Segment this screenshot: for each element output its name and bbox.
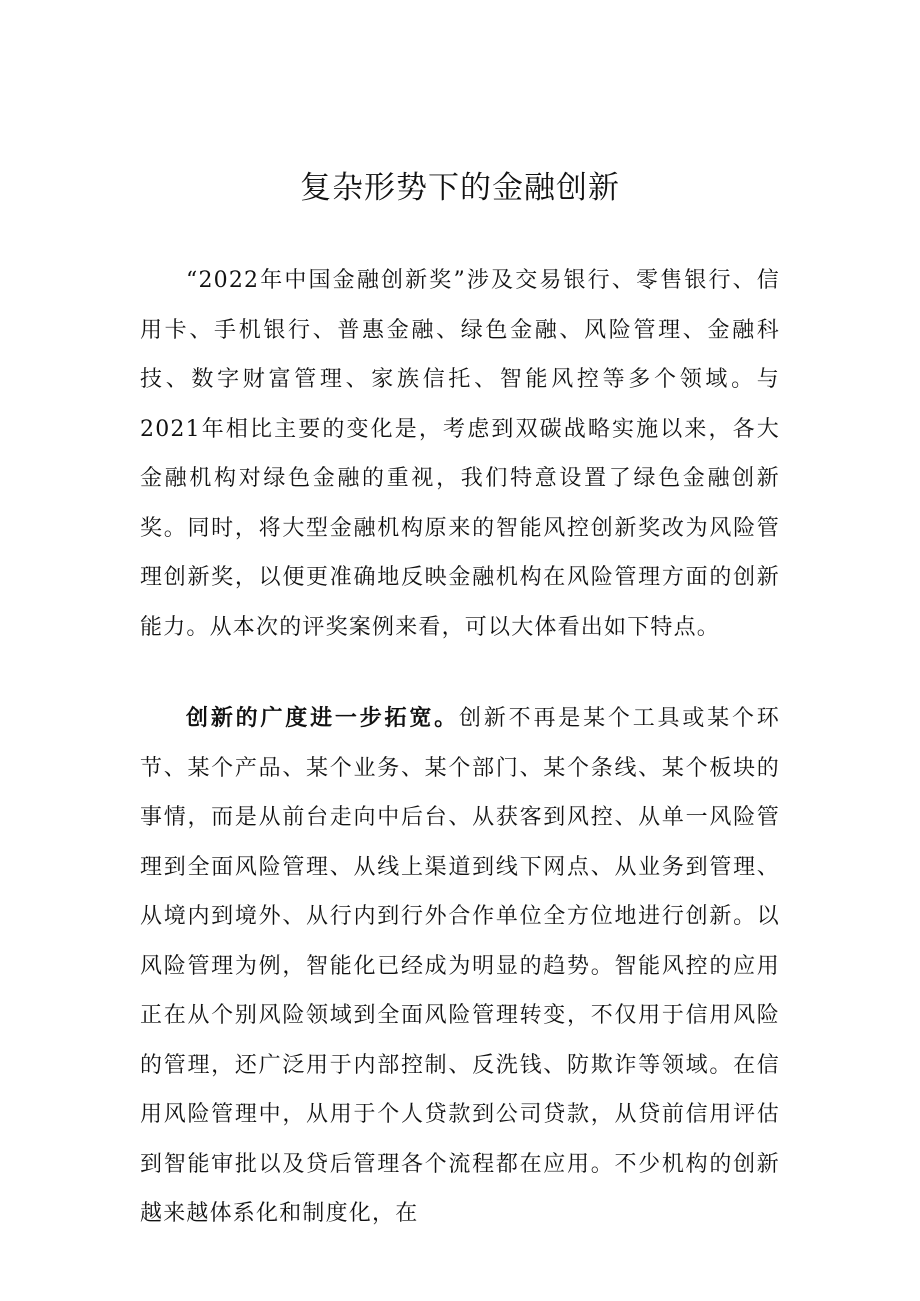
- paragraph-intro: [140, 256, 780, 652]
- document-title: 复杂形势下的金融创新: [300, 170, 620, 206]
- paragraph-lead-heading: 创新的广度进一步拓宽。: [186, 705, 459, 731]
- paragraph-intro-text: “2022年中国金融创新奖”涉及交易银行、零售银行、信用卡、手机银行、普惠金融、绿色金融、风险管理、金融科技、数字财富管理、家族信托、智能风控等多个领域。与2021年相比主要的变化是，考虑到双碳战略实施以来，各大金融机构对绿色金融的重视，我们特意设置了绿色金融创新奖。同时，将大型金融机构原来的智能风控创新奖改为风险管理创新奖，以便更准确地反映金融机构在风险管理方面的创新能力。从本次的评奖案例来看，可以大体看出如下特点。: [140, 268, 780, 640]
- paragraph-innovation-breadth: [140, 694, 780, 1239]
- paragraph-innovation-breadth-text: 创新不再是某个工具或某个环节、某个产品、某个业务、某个部门、某个条线、某个板块的事情，而是从前台走向中后台、从获客到风控、从单一风险管理到全面风险管理、从线上渠道到线下网点、从业务到管理、从境内到境外、从行内到行外合作单位全方位地进行创新。以风险管理为例，智能化已经成为明显的趋势。智能风控的应用正在从个别风险领域到全面风险管理转变，不仅用于信用风险的管理，还广泛用于内部控制、反洗钱、防欺诈等领域。在信用风险管理中，从用于个人贷款到公司贷款，从贷前信用评估到智能审批以及贷后管理各个流程都在应用。不少机构的创新越来越体系化和制度化，在: [140, 706, 781, 1226]
